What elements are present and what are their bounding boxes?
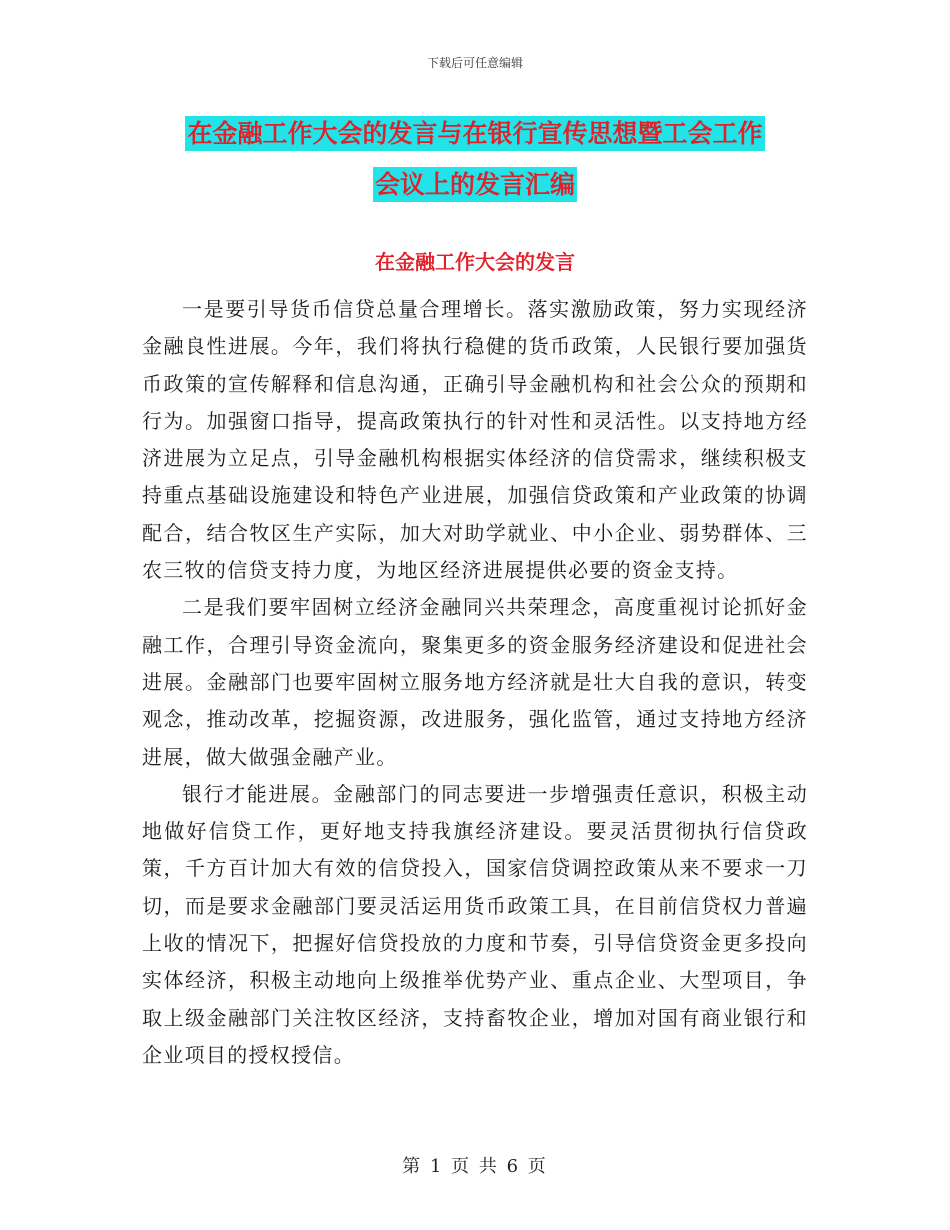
title-line-2: 会议上的发言汇编 <box>373 167 577 202</box>
paragraph-1: 一是要引导货币信贷总量合理增长。落实激励政策，努力实现经济金融良性进展。今年，我们将执行稳健的货币政策，人民银行要加强货币政策的宣传解释和信息沟通，正确引导金融机构和社会公众的预期和行为。加强窗口指导，提高政策执行的针对性和灵活性。以支持地方经济进展为立足点，引导金融机构根据实体经济的信贷需求，继续积极支持重点基础设施建设和特色产业进展，加强信贷政策和产业政策的协调配合，结合牧区生产实际，加大对助学就业、中小企业、弱势群体、三农三牧的信贷支持力度，为地区经济进展提供必要的资金支持。 <box>142 297 808 583</box>
page-footer: 第 1 页 共 6 页 <box>402 1156 548 1177</box>
body-text <box>142 291 808 1074</box>
paragraph-2: 二是我们要牢固树立经济金融同兴共荣理念，高度重视讨论抓好金融工作，合理引导资金流向，聚集更多的资金服务经济建设和促进社会进展。金融部门也要牢固树立服务地方经济就是壮大自我的意识，转变观念，推动改革，挖掘资源，改进服务，强化监管，通过支持地方经济进展，做大做强金融产业。 <box>142 595 808 769</box>
title-line-1: 在金融工作大会的发言与在银行宣传思想暨工会工作 <box>185 116 764 151</box>
header-note: 下载后可任意编辑 <box>426 56 523 70</box>
document-title <box>140 108 810 210</box>
paragraph-3: 银行才能进展。金融部门的同志要进一步增强责任意识，积极主动地做好信贷工作，更好地支持我旗经济建设。要灵活贯彻执行信贷政策，千方百计加大有效的信贷投入，国家信贷调控政策从来不要求一刀切，而是要求金融部门要灵活运用货币政策工具，在目前信贷权力普遍上收的情况下，把握好信贷投放的力度和节奏，引导信贷资金更多投向实体经济，积极主动地向上级推举优势产业、重点企业、大型项目，争取上级金融部门关注牧区经济，支持畜牧企业，增加对国有商业银行和企业项目的授权授信。 <box>142 781 808 1067</box>
section-title: 在金融工作大会的发言 <box>375 250 575 274</box>
